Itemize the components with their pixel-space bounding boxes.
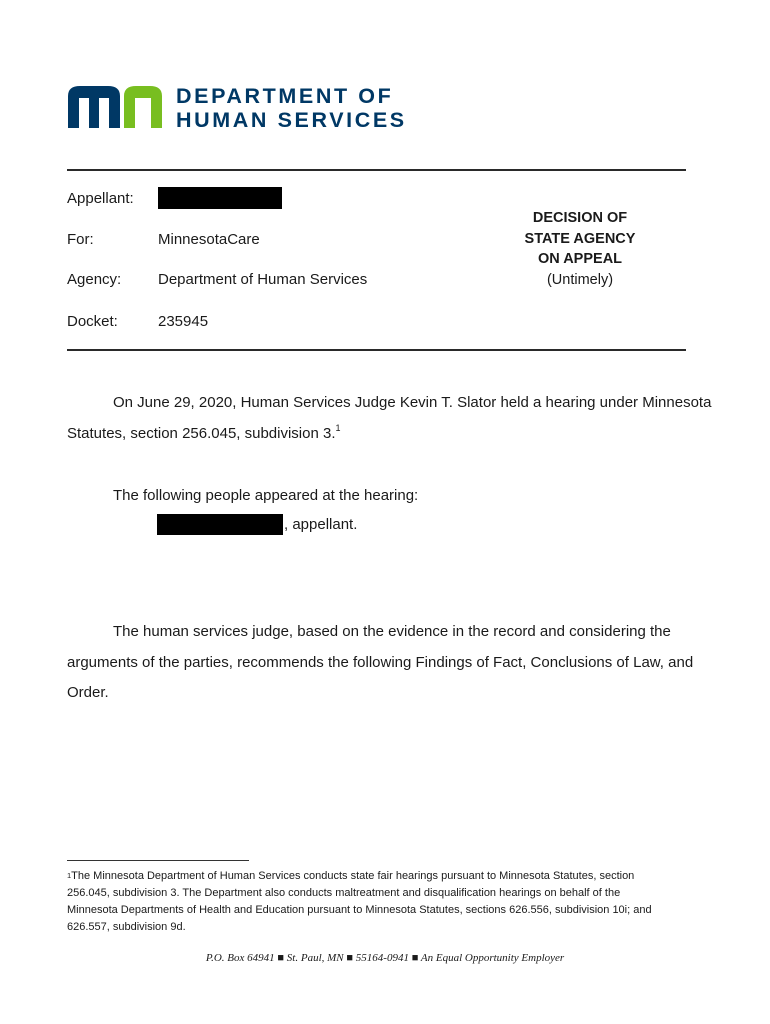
decision-title: [500, 208, 660, 290]
footnote-divider: [67, 860, 249, 861]
mn-logo-mark: [68, 84, 164, 130]
logo-wordmark: [176, 84, 407, 132]
appellant-suffix: , appellant.: [284, 516, 358, 533]
footnote-line-3: Minnesota Departments of Health and Education pursuant to Minnesota Statutes, sections 626.556, subdivision 10i; and: [67, 904, 652, 916]
redacted-appellant-name-2: [157, 514, 283, 535]
agency-label: Agency:: [67, 271, 122, 288]
footnote-line-1: [67, 868, 687, 885]
docket-label: Docket:: [67, 313, 118, 330]
redacted-appellant-name: [158, 187, 282, 209]
footnote-line-1-text: The Minnesota Department of Human Services conducts state fair hearings pursuant to Minnesota Statutes, section: [71, 870, 635, 882]
paragraph-1-line-2: [67, 425, 341, 442]
decision-line-1: DECISION OF: [532, 210, 628, 226]
footnote-marker: 1: [67, 871, 72, 880]
for-label: For:: [67, 231, 94, 248]
page-footer: P.O. Box 64941 ■ St. Paul, MN ■ 55164-0941 ■ An Equal Opportunity Employer: [205, 952, 565, 964]
paragraph-3-line-3: Order.: [67, 684, 109, 701]
decision-line-2: STATE AGENCY: [524, 230, 636, 247]
paragraph-3-line-2: arguments of the parties, recommends the following Findings of Fact, Conclusions of Law, and: [67, 654, 694, 671]
logo-line-2: HUMAN SERVICES: [176, 108, 407, 132]
docket-value: 235945: [158, 313, 209, 330]
decision-line-4: (Untimely): [546, 271, 614, 288]
logo-line-1: DEPARTMENT OF: [176, 84, 394, 108]
for-value: MinnesotaCare: [158, 231, 260, 248]
decision-line-3: ON APPEAL: [537, 251, 623, 267]
agency-value: Department of Human Services: [158, 271, 368, 288]
paragraph-1-line-1: On June 29, 2020, Human Services Judge Kevin T. Slator held a hearing under Minnesota: [113, 394, 712, 411]
footnote-line-2: 256.045, subdivision 3. The Department also conducts maltreatment and disqualification hearings on behalf of the: [67, 887, 621, 899]
dhs-logo: [68, 84, 413, 130]
paragraph-1-text: Statutes, section 256.045, subdivision 3.: [67, 425, 336, 442]
paragraph-3-line-1: The human services judge, based on the evidence in the record and considering the: [113, 623, 671, 640]
footnote-line-4: 626.557, subdivision 9d.: [67, 921, 186, 933]
footnote: [67, 868, 687, 936]
bottom-divider: [67, 349, 686, 351]
footnote-reference: 1: [335, 423, 341, 433]
appellant-label: Appellant:: [67, 190, 134, 207]
paragraph-2: The following people appeared at the hearing:: [113, 487, 419, 504]
top-divider: [67, 169, 686, 171]
